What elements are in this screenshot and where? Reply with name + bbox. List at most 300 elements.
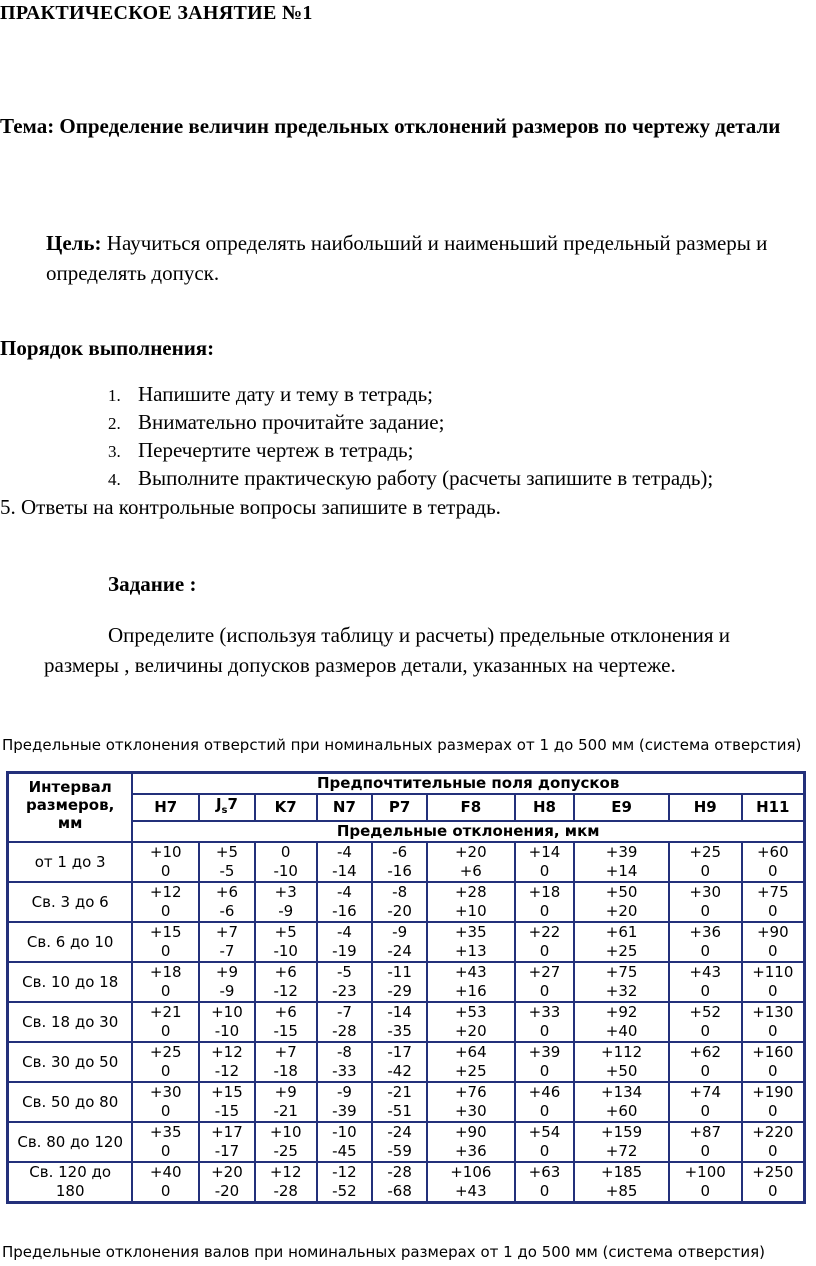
column-header: F8 xyxy=(427,794,515,821)
deviation-cell xyxy=(742,1082,805,1122)
lower-deviation: -15 xyxy=(214,1102,240,1120)
lower-deviation: -19 xyxy=(332,942,357,960)
goal-paragraph xyxy=(46,228,806,288)
upper-deviation: +12 xyxy=(269,1163,302,1181)
deviation-cell xyxy=(427,962,515,1002)
column-header: H11 xyxy=(742,794,805,821)
lower-deviation: 0 xyxy=(768,1142,778,1160)
lower-deviation: +25 xyxy=(454,1062,487,1080)
deviation-cell xyxy=(317,842,373,882)
deviation-cell xyxy=(372,1042,427,1082)
upper-deviation: +134 xyxy=(601,1083,643,1101)
lower-deviation: 0 xyxy=(539,1062,550,1080)
lower-deviation: -10 xyxy=(214,1022,240,1040)
upper-deviation: +3 xyxy=(274,883,297,901)
lower-deviation: +16 xyxy=(454,982,487,1000)
lower-deviation: -52 xyxy=(332,1182,357,1200)
deviation-cell xyxy=(669,922,742,962)
tolerance-table xyxy=(6,771,806,1204)
upper-deviation: +25 xyxy=(689,843,722,861)
deviation-cell xyxy=(427,842,515,882)
lower-deviation: +20 xyxy=(605,902,638,920)
upper-deviation: +22 xyxy=(528,923,561,941)
upper-deviation: +39 xyxy=(528,1043,561,1061)
lower-deviation: +43 xyxy=(454,1182,487,1200)
interval-cell: Св. 30 до 50 xyxy=(8,1042,133,1082)
upper-deviation: +62 xyxy=(689,1043,722,1061)
interval-cell: от 1 до 3 xyxy=(8,842,133,882)
upper-deviation: +6 xyxy=(215,883,238,901)
deviation-cell xyxy=(515,922,575,962)
lower-deviation: +13 xyxy=(454,942,487,960)
step-item-5: 5. Ответы на контрольные вопросы запишите в тетрадь. xyxy=(0,495,501,519)
step-number: 4. xyxy=(108,470,121,489)
task-text: Определите (используя таблицу и расчеты) предельные отклонения и размеры , величины допусков размеров детали, указанных на чертеже. xyxy=(44,623,731,677)
deviation-cell xyxy=(255,1002,317,1042)
deviation-cell xyxy=(132,882,199,922)
lower-deviation: -33 xyxy=(332,1062,357,1080)
upper-deviation: +39 xyxy=(605,843,638,861)
upper-deviation: +20 xyxy=(211,1163,243,1181)
deviation-cell xyxy=(199,962,255,1002)
upper-deviation: +7 xyxy=(274,1043,297,1061)
deviation-cell xyxy=(199,1082,255,1122)
upper-deviation: +90 xyxy=(454,1123,487,1141)
deviation-cell xyxy=(742,1122,805,1162)
upper-deviation: +61 xyxy=(605,923,638,941)
deviation-cell xyxy=(574,1122,669,1162)
upper-deviation: +74 xyxy=(689,1083,722,1101)
lower-deviation: 0 xyxy=(160,1102,171,1120)
deviation-cell xyxy=(742,922,805,962)
order-heading: Порядок выполнения: xyxy=(0,336,215,360)
step-number: 2. xyxy=(108,414,121,433)
lower-deviation: -59 xyxy=(387,1142,412,1160)
lower-deviation: +32 xyxy=(605,982,638,1000)
upper-deviation: -12 xyxy=(332,1163,357,1181)
lower-deviation: -68 xyxy=(387,1182,412,1200)
column-header: H9 xyxy=(669,794,742,821)
lower-deviation: -14 xyxy=(332,862,357,880)
lower-deviation: -9 xyxy=(219,982,235,1000)
deviation-cell xyxy=(669,1042,742,1082)
lower-deviation: -29 xyxy=(387,982,412,1000)
upper-deviation: +50 xyxy=(605,883,638,901)
upper-deviation: -8 xyxy=(336,1043,352,1061)
step-text: Напишите дату и тему в тетрадь; xyxy=(138,382,433,406)
upper-deviation: +185 xyxy=(601,1163,643,1181)
deviation-cell xyxy=(427,882,515,922)
upper-deviation: +5 xyxy=(215,843,238,861)
upper-deviation: +90 xyxy=(756,923,789,941)
upper-deviation: -24 xyxy=(387,1123,412,1141)
table-caption: Предельные отклонения отверстий при номинальных размерах от 1 до 500 мм (система отверстия) xyxy=(2,736,802,754)
lower-deviation: +72 xyxy=(605,1142,638,1160)
deviation-cell xyxy=(372,1162,427,1203)
deviation-cell xyxy=(199,1122,255,1162)
step-number: 3. xyxy=(108,442,121,461)
deviation-cell xyxy=(515,1122,575,1162)
lower-deviation: -6 xyxy=(219,902,235,920)
upper-deviation: 0 xyxy=(280,843,291,861)
upper-deviation: +75 xyxy=(605,963,638,981)
lower-deviation: 0 xyxy=(700,1142,710,1160)
lower-deviation: -28 xyxy=(332,1022,357,1040)
deviation-cell xyxy=(669,1002,742,1042)
deviation-cell xyxy=(574,1162,669,1203)
table-row xyxy=(8,1082,805,1122)
lower-deviation: 0 xyxy=(160,862,171,880)
deviation-cell xyxy=(742,842,805,882)
deviation-cell xyxy=(669,1162,742,1203)
deviation-cell xyxy=(574,842,669,882)
deviation-cell xyxy=(132,962,199,1002)
interval-cell: Св. 80 до 120 xyxy=(8,1122,133,1162)
deviation-cell xyxy=(199,922,255,962)
upper-deviation: -6 xyxy=(392,843,408,861)
lower-deviation: +10 xyxy=(454,902,487,920)
upper-deviation: +106 xyxy=(450,1163,492,1181)
upper-deviation: +36 xyxy=(689,923,722,941)
upper-deviation: +64 xyxy=(454,1043,487,1061)
interval-header: Интервал размеров, мм xyxy=(8,773,133,843)
deviation-cell xyxy=(199,882,255,922)
upper-deviation: -21 xyxy=(387,1083,412,1101)
lower-deviation: -20 xyxy=(387,902,412,920)
upper-deviation: +53 xyxy=(454,1003,487,1021)
upper-deviation: +76 xyxy=(454,1083,487,1101)
upper-deviation: -4 xyxy=(336,923,352,941)
upper-deviation: -5 xyxy=(336,963,352,981)
step-item xyxy=(108,437,413,465)
deviation-cell xyxy=(515,842,575,882)
lower-deviation: +50 xyxy=(605,1062,638,1080)
upper-deviation: +63 xyxy=(528,1163,561,1181)
upper-deviation: +18 xyxy=(149,963,182,981)
table-row xyxy=(8,1162,805,1203)
deviation-cell xyxy=(255,1122,317,1162)
upper-deviation: +35 xyxy=(149,1123,182,1141)
deviation-cell xyxy=(132,1002,199,1042)
table-row xyxy=(8,922,805,962)
deviation-cell xyxy=(427,1002,515,1042)
lower-deviation: -21 xyxy=(273,1102,298,1120)
deviation-cell xyxy=(742,962,805,1002)
deviation-cell xyxy=(574,1002,669,1042)
upper-deviation: +15 xyxy=(211,1083,243,1101)
lower-deviation: 0 xyxy=(700,982,710,1000)
column-header: H8 xyxy=(515,794,575,821)
deviation-cell xyxy=(669,1122,742,1162)
lower-deviation: 0 xyxy=(160,1062,171,1080)
lower-deviation: -17 xyxy=(214,1142,240,1160)
lower-deviation: 0 xyxy=(160,942,171,960)
table-row xyxy=(8,1122,805,1162)
lower-deviation: -12 xyxy=(214,1062,240,1080)
upper-deviation: +27 xyxy=(528,963,561,981)
lower-deviation: +60 xyxy=(605,1102,638,1120)
upper-deviation: +160 xyxy=(752,1043,794,1061)
upper-deviation: +15 xyxy=(149,923,182,941)
upper-deviation: +25 xyxy=(149,1043,182,1061)
deviation-cell xyxy=(317,1122,373,1162)
upper-deviation: +5 xyxy=(274,923,297,941)
deviation-cell xyxy=(669,882,742,922)
lower-deviation: -28 xyxy=(273,1182,298,1200)
lower-deviation: -25 xyxy=(273,1142,298,1160)
interval-cell: Св. 120 до 180 xyxy=(8,1162,133,1203)
upper-deviation: +190 xyxy=(752,1083,794,1101)
deviation-cell xyxy=(574,882,669,922)
upper-deviation: +60 xyxy=(756,843,789,861)
lower-deviation: -20 xyxy=(214,1182,240,1200)
lower-deviation: 0 xyxy=(768,862,778,880)
interval-cell: Св. 6 до 10 xyxy=(8,922,133,962)
lower-deviation: 0 xyxy=(700,1102,710,1120)
upper-deviation: -17 xyxy=(387,1043,412,1061)
column-header-sub: s xyxy=(221,805,228,816)
table-row xyxy=(8,1002,805,1042)
upper-deviation: +43 xyxy=(454,963,487,981)
lower-deviation: 0 xyxy=(700,1062,710,1080)
upper-deviation: +43 xyxy=(689,963,722,981)
upper-deviation: +20 xyxy=(454,843,487,861)
goal-text: Научиться определять наибольший и наименьший предельный размеры и определять допуск. xyxy=(46,231,768,285)
deviation-cell xyxy=(199,842,255,882)
deviation-cell xyxy=(372,842,427,882)
lower-deviation: -10 xyxy=(273,862,298,880)
upper-deviation: -7 xyxy=(336,1003,352,1021)
deviation-cell xyxy=(574,1082,669,1122)
upper-deviation: +250 xyxy=(752,1163,794,1181)
deviation-cell xyxy=(132,1042,199,1082)
column-header: K7 xyxy=(255,794,317,821)
table-header-row xyxy=(8,773,805,795)
upper-deviation: +130 xyxy=(752,1003,794,1021)
upper-deviation: +30 xyxy=(689,883,722,901)
deviation-cell xyxy=(427,1042,515,1082)
upper-deviation: -8 xyxy=(392,883,408,901)
deviation-cell xyxy=(199,1162,255,1203)
deviation-cell xyxy=(317,1042,373,1082)
upper-deviation: +7 xyxy=(215,923,238,941)
upper-deviation: +9 xyxy=(215,963,238,981)
upper-deviation: +33 xyxy=(528,1003,561,1021)
column-header: H7 xyxy=(132,794,199,821)
lower-deviation: +40 xyxy=(605,1022,638,1040)
lower-deviation: -9 xyxy=(278,902,294,920)
deviation-cell xyxy=(669,962,742,1002)
lower-deviation: +6 xyxy=(459,862,482,880)
deviation-cell xyxy=(132,842,199,882)
step-item xyxy=(108,409,444,437)
lower-deviation: 0 xyxy=(700,862,710,880)
column-header: N7 xyxy=(317,794,373,821)
deviation-cell xyxy=(132,1082,199,1122)
step-text: Перечертите чертеж в тетрадь; xyxy=(138,438,414,462)
lower-deviation: 0 xyxy=(768,1062,778,1080)
upper-deviation: +87 xyxy=(689,1123,722,1141)
deviation-cell xyxy=(515,1002,575,1042)
deviation-cell xyxy=(199,1002,255,1042)
deviation-cell xyxy=(132,922,199,962)
lower-deviation: 0 xyxy=(539,1102,550,1120)
lower-deviation: 0 xyxy=(539,1022,550,1040)
deviation-cell xyxy=(199,1042,255,1082)
upper-deviation: +21 xyxy=(149,1003,182,1021)
upper-deviation: +159 xyxy=(601,1123,643,1141)
lower-deviation: -12 xyxy=(273,982,298,1000)
deviation-cell xyxy=(372,882,427,922)
deviations-header: Предельные отклонения, мкм xyxy=(132,821,804,842)
upper-deviation: +92 xyxy=(605,1003,638,1021)
deviation-cell xyxy=(317,962,373,1002)
deviation-cell xyxy=(317,1162,373,1203)
lower-deviation: 0 xyxy=(539,1142,550,1160)
lower-deviation: +85 xyxy=(605,1182,638,1200)
upper-deviation: -9 xyxy=(336,1083,352,1101)
lower-deviation: +30 xyxy=(454,1102,487,1120)
interval-cell: Св. 3 до 6 xyxy=(8,882,133,922)
lower-deviation: 0 xyxy=(539,862,550,880)
step-text: Выполните практическую работу (расчеты запишите в тетрадь); xyxy=(138,466,714,490)
step-item xyxy=(108,465,713,493)
deviation-cell xyxy=(132,1122,199,1162)
lower-deviation: -42 xyxy=(387,1062,412,1080)
lower-deviation: 0 xyxy=(768,1102,778,1120)
lower-deviation: -16 xyxy=(387,862,412,880)
lower-deviation: -5 xyxy=(219,862,235,880)
goal-label: Цель: xyxy=(46,231,102,255)
deviation-cell xyxy=(427,1122,515,1162)
deviation-cell xyxy=(132,1162,199,1203)
deviation-cell xyxy=(255,922,317,962)
deviation-cell xyxy=(372,922,427,962)
upper-deviation: +12 xyxy=(149,883,182,901)
fields-header: Предпочтительные поля допусков xyxy=(132,773,804,795)
upper-deviation: +6 xyxy=(274,963,297,981)
column-header-grade: 7 xyxy=(227,795,238,813)
column-header xyxy=(199,794,255,821)
deviation-cell xyxy=(317,922,373,962)
upper-deviation: +18 xyxy=(528,883,561,901)
bottom-caption: Предельные отклонения валов при номинальных размерах от 1 до 500 мм (система отверстия) xyxy=(2,1243,766,1261)
lower-deviation: -16 xyxy=(332,902,357,920)
upper-deviation: -9 xyxy=(392,923,408,941)
deviation-cell xyxy=(669,842,742,882)
upper-deviation: +10 xyxy=(211,1003,243,1021)
deviation-cell xyxy=(574,1042,669,1082)
deviation-cell xyxy=(574,962,669,1002)
upper-deviation: +10 xyxy=(269,1123,302,1141)
lower-deviation: -23 xyxy=(332,982,357,1000)
upper-deviation: +220 xyxy=(752,1123,794,1141)
deviation-cell xyxy=(574,922,669,962)
upper-deviation: +46 xyxy=(528,1083,561,1101)
deviation-cell xyxy=(255,1082,317,1122)
upper-deviation: +14 xyxy=(528,843,561,861)
deviation-cell xyxy=(255,1042,317,1082)
interval-cell: Св. 10 до 18 xyxy=(8,962,133,1002)
deviation-cell xyxy=(427,922,515,962)
upper-deviation: -14 xyxy=(387,1003,412,1021)
upper-deviation: +30 xyxy=(149,1083,182,1101)
upper-deviation: +54 xyxy=(528,1123,561,1141)
deviation-cell xyxy=(372,962,427,1002)
deviation-cell xyxy=(427,1162,515,1203)
interval-cell: Св. 18 до 30 xyxy=(8,1002,133,1042)
deviation-cell xyxy=(515,1082,575,1122)
lower-deviation: 0 xyxy=(768,1182,778,1200)
deviation-cell xyxy=(255,1162,317,1203)
upper-deviation: +10 xyxy=(149,843,182,861)
lower-deviation: -35 xyxy=(387,1022,412,1040)
lower-deviation: 0 xyxy=(700,1022,710,1040)
lower-deviation: 0 xyxy=(160,902,171,920)
upper-deviation: +100 xyxy=(684,1163,726,1181)
deviation-cell xyxy=(255,842,317,882)
lower-deviation: +36 xyxy=(454,1142,487,1160)
lower-deviation: 0 xyxy=(700,902,710,920)
upper-deviation: +52 xyxy=(689,1003,722,1021)
upper-deviation: +112 xyxy=(601,1043,643,1061)
upper-deviation: +28 xyxy=(454,883,487,901)
lower-deviation: 0 xyxy=(768,902,778,920)
deviation-cell xyxy=(255,962,317,1002)
upper-deviation: -10 xyxy=(332,1123,357,1141)
lower-deviation: 0 xyxy=(768,1022,778,1040)
lower-deviation: +20 xyxy=(454,1022,487,1040)
deviation-cell xyxy=(742,1042,805,1082)
deviation-cell xyxy=(515,962,575,1002)
upper-deviation: +12 xyxy=(211,1043,243,1061)
lower-deviation: -7 xyxy=(219,942,235,960)
lower-deviation: +14 xyxy=(605,862,638,880)
upper-deviation: -28 xyxy=(387,1163,412,1181)
step-text: Внимательно прочитайте задание; xyxy=(138,410,445,434)
table-row xyxy=(8,962,805,1002)
lower-deviation: 0 xyxy=(768,982,778,1000)
step-item xyxy=(108,381,433,409)
topic-heading: Тема: Определение величин предельных отклонений размеров по чертежу детали xyxy=(0,114,781,138)
lower-deviation: +25 xyxy=(605,942,638,960)
interval-cell: Св. 50 до 80 xyxy=(8,1082,133,1122)
upper-deviation: +110 xyxy=(752,963,794,981)
deviation-cell xyxy=(372,1122,427,1162)
table-row xyxy=(8,882,805,922)
lower-deviation: -15 xyxy=(273,1022,298,1040)
lower-deviation: -24 xyxy=(387,942,412,960)
upper-deviation: +40 xyxy=(149,1163,182,1181)
lower-deviation: 0 xyxy=(700,1182,710,1200)
upper-deviation: -4 xyxy=(336,883,352,901)
deviation-cell xyxy=(372,1082,427,1122)
lower-deviation: 0 xyxy=(160,1182,171,1200)
column-header: E9 xyxy=(574,794,669,821)
upper-deviation: +6 xyxy=(274,1003,297,1021)
lower-deviation: -45 xyxy=(332,1142,357,1160)
task-heading: Задание : xyxy=(108,572,197,596)
table-row xyxy=(8,1042,805,1082)
deviation-cell xyxy=(669,1082,742,1122)
lower-deviation: 0 xyxy=(539,942,550,960)
deviation-cell xyxy=(742,1002,805,1042)
lower-deviation: 0 xyxy=(539,982,550,1000)
lower-deviation: 0 xyxy=(539,902,550,920)
lower-deviation: 0 xyxy=(700,942,710,960)
deviation-cell xyxy=(515,1162,575,1203)
lower-deviation: 0 xyxy=(160,982,171,1000)
